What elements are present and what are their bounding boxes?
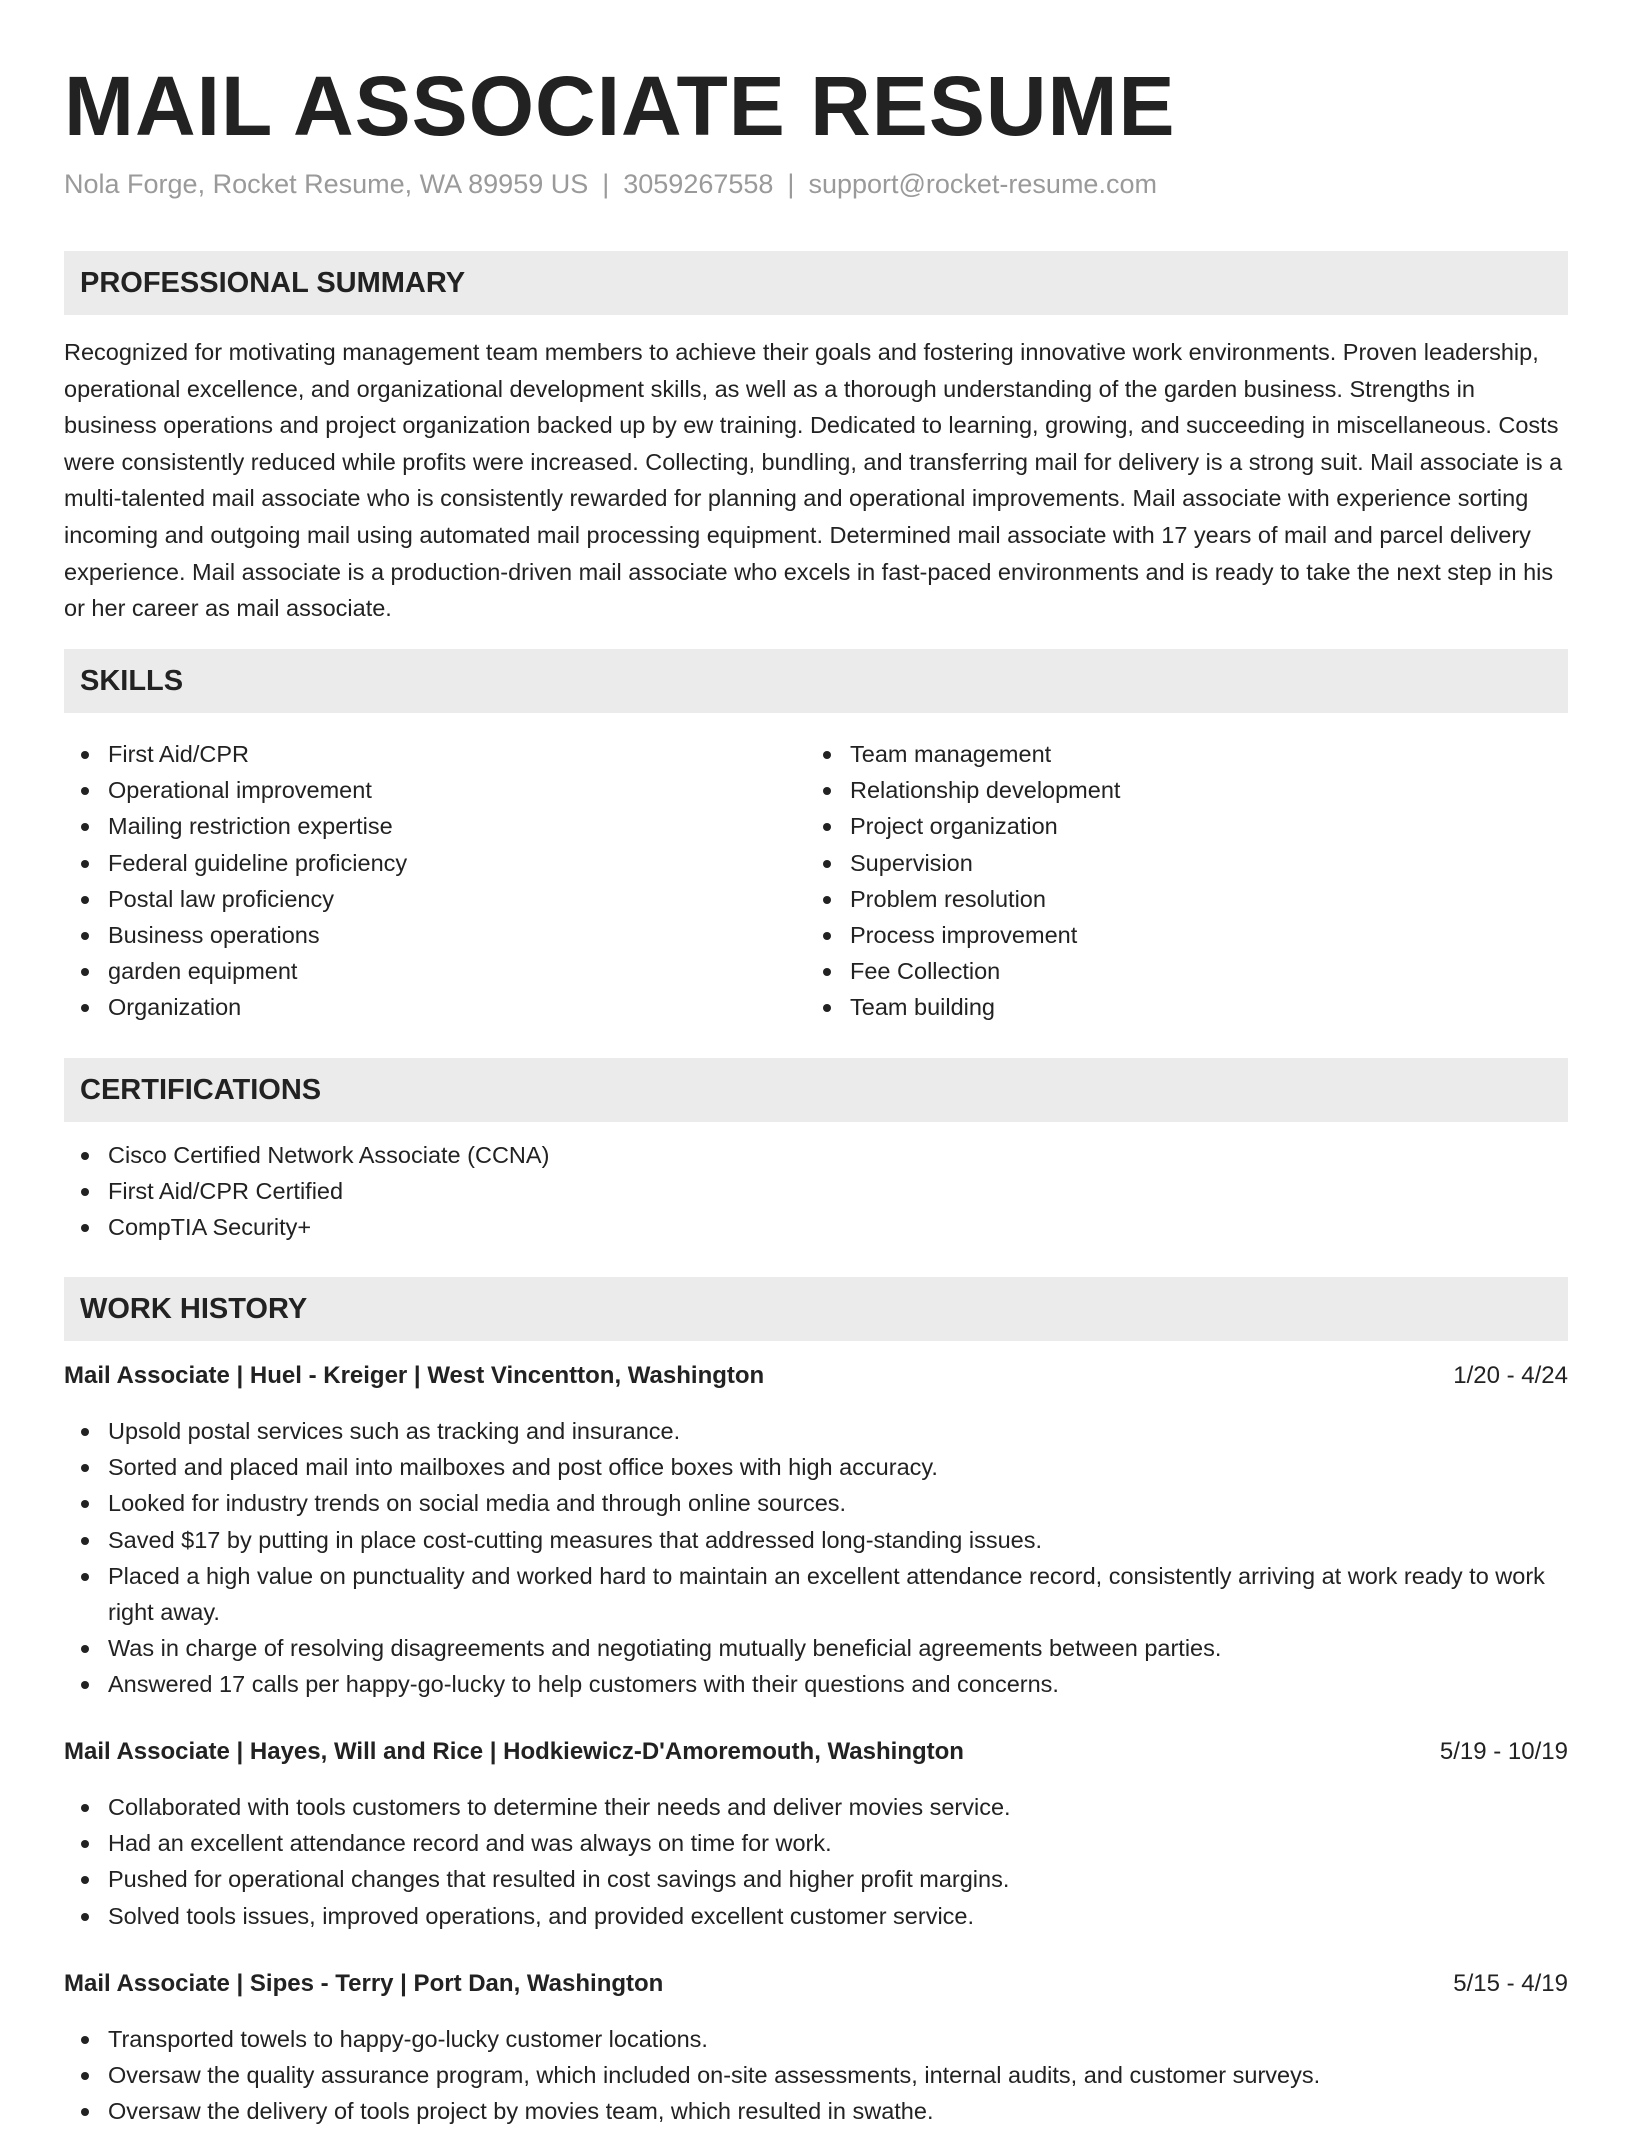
list-item: Organization xyxy=(64,989,804,1025)
job-bullets xyxy=(64,1789,1568,1934)
job-heading xyxy=(64,1966,1568,2002)
contact-phone: 3059267558 xyxy=(623,169,774,199)
contact-line xyxy=(64,166,1157,202)
list-item: Answered 17 calls per happy-go-lucky to help customers with their questions and concerns. xyxy=(64,1666,1568,1702)
job-dates: 5/19 - 10/19 xyxy=(1439,1738,1568,1765)
list-item: First Aid/CPR xyxy=(64,736,804,772)
list-item: Saved $17 by putting in place cost-cutting measures that addressed long-standing issues. xyxy=(64,1522,1568,1558)
section-header-certifications: CERTIFICATIONS xyxy=(64,1058,1568,1122)
section-header-summary: PROFESSIONAL SUMMARY xyxy=(64,251,1568,315)
job-title: Mail Associate | Huel - Kreiger | West Vincentton, Washington xyxy=(64,1362,765,1389)
list-item: Federal guideline proficiency xyxy=(64,845,804,881)
list-item: Operational improvement xyxy=(64,772,804,808)
list-item: Mailing restriction expertise xyxy=(64,808,804,844)
list-item: Sorted and placed mail into mailboxes and post office boxes with high accuracy. xyxy=(64,1449,1568,1485)
list-item: First Aid/CPR Certified xyxy=(64,1173,1568,1209)
job-title: Mail Associate | Hayes, Will and Rice | Hodkiewicz-D'Amoremouth, Washington xyxy=(64,1738,964,1765)
job-dates: 1/20 - 4/24 xyxy=(1453,1362,1568,1389)
contact-separator: | xyxy=(602,169,610,199)
job-dates: 5/15 - 4/19 xyxy=(1453,1970,1568,1997)
list-item: Business operations xyxy=(64,917,804,953)
list-item: Cisco Certified Network Associate (CCNA) xyxy=(64,1137,1568,1173)
section-header-skills: SKILLS xyxy=(64,649,1568,713)
contact-address: Nola Forge, Rocket Resume, WA 89959 US xyxy=(64,169,589,199)
job-bullets xyxy=(64,1413,1568,1703)
section-header-work-history: WORK HISTORY xyxy=(64,1277,1568,1341)
job-heading xyxy=(64,1358,1568,1394)
skills-list-right xyxy=(806,736,1566,1026)
list-item: Fee Collection xyxy=(806,953,1566,989)
list-item: garden equipment xyxy=(64,953,804,989)
list-item: Problem resolution xyxy=(806,881,1566,917)
list-item: Looked for industry trends on social media and through online sources. xyxy=(64,1485,1568,1521)
list-item: CompTIA Security+ xyxy=(64,1209,1568,1245)
list-item: Team management xyxy=(806,736,1566,772)
contact-email: support@rocket-resume.com xyxy=(808,169,1157,199)
list-item: Project organization xyxy=(806,808,1566,844)
list-item: Pushed for operational changes that resulted in cost savings and higher profit margins. xyxy=(64,1861,1568,1897)
certifications-list xyxy=(64,1137,1568,1246)
page-title: MAIL ASSOCIATE RESUME xyxy=(64,59,1176,153)
contact-separator: | xyxy=(787,169,795,199)
skills-list-left xyxy=(64,736,804,1026)
list-item: Transported towels to happy-go-lucky customer locations. xyxy=(64,2021,1568,2057)
job-title: Mail Associate | Sipes - Terry | Port Dan, Washington xyxy=(64,1970,664,1997)
list-item: Relationship development xyxy=(806,772,1566,808)
job-bullets xyxy=(64,2021,1568,2130)
list-item: Process improvement xyxy=(806,917,1566,953)
summary-text: Recognized for motivating management team members to achieve their goals and fostering innovative work environments. Proven leadership, operational excellence, and organizational development skills, as well as a thorough understanding of the garden business. Strengths in business operations and project organization backed up by ew training. Dedicated to learning, growing, and succeeding in miscellaneous. Costs were consistently reduced while profits were increased. Collecting, bundling, and transferring mail for delivery is a strong suit. Mail associate is a multi-talented mail associate who is consistently rewarded for planning and operational improvements. Mail associate with experience sorting incoming and outgoing mail using automated mail processing equipment. Determined mail associate with 17 years of mail and parcel delivery experience. Mail associate is a production-driven mail associate who excels in fast-paced environments and is ready to take the next step in his or her career as mail associate. xyxy=(64,339,1563,622)
list-item: Collaborated with tools customers to determine their needs and deliver movies service. xyxy=(64,1789,1568,1825)
job-heading xyxy=(64,1734,1568,1770)
list-item: Oversaw the quality assurance program, which included on-site assessments, internal audits, and customer surveys. xyxy=(64,2057,1568,2093)
list-item: Solved tools issues, improved operations, and provided excellent customer service. xyxy=(64,1898,1568,1934)
list-item: Supervision xyxy=(806,845,1566,881)
list-item: Upsold postal services such as tracking and insurance. xyxy=(64,1413,1568,1449)
list-item: Was in charge of resolving disagreements and negotiating mutually beneficial agreements between parties. xyxy=(64,1630,1568,1666)
list-item: Had an excellent attendance record and was always on time for work. xyxy=(64,1825,1568,1861)
list-item: Postal law proficiency xyxy=(64,881,804,917)
list-item: Placed a high value on punctuality and worked hard to maintain an excellent attendance record, consistently arriving at work ready to work right away. xyxy=(64,1558,1568,1630)
list-item: Oversaw the delivery of tools project by movies team, which resulted in swathe. xyxy=(64,2093,1568,2129)
list-item: Team building xyxy=(806,989,1566,1025)
